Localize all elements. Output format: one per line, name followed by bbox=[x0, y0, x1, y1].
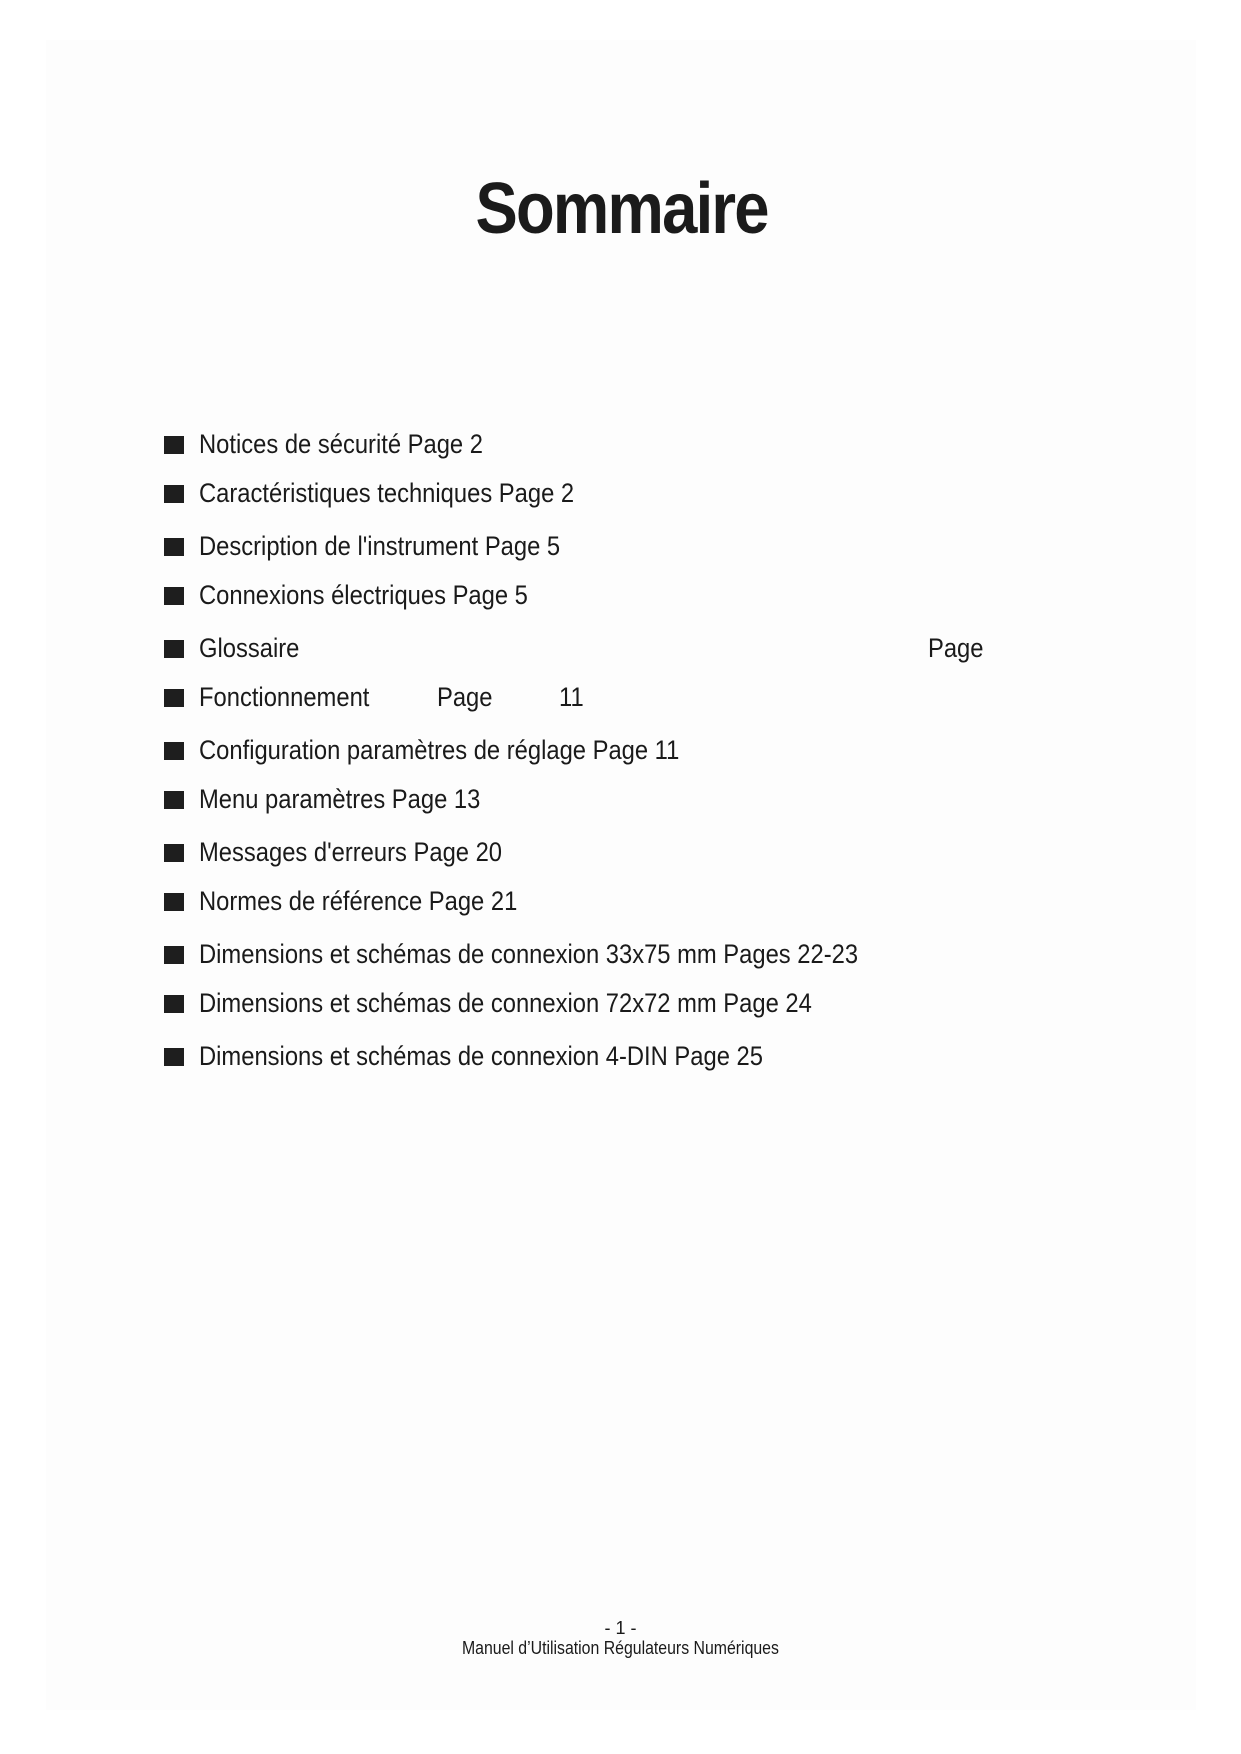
toc-item-dimensions-72x72 bbox=[164, 986, 1044, 1020]
toc-item-label: Dimensions et schémas de connexion 72x72 mm Page 24 bbox=[199, 988, 812, 1018]
toc-item-dimensions-4din bbox=[164, 1039, 1044, 1073]
toc-item-notices bbox=[164, 427, 1044, 461]
toc-item-page-word: Page bbox=[437, 682, 493, 712]
toc-item-label: Connexions électriques Page 5 bbox=[199, 580, 528, 610]
square-bullet-icon bbox=[164, 893, 184, 911]
square-bullet-icon bbox=[164, 689, 184, 707]
toc-item-label: Dimensions et schémas de connexion 4-DIN Page 25 bbox=[199, 1041, 763, 1071]
square-bullet-icon bbox=[164, 485, 184, 503]
toc-item-label: Caractéristiques techniques Page 2 bbox=[199, 478, 575, 508]
toc-item-caracteristiques bbox=[164, 476, 1044, 510]
toc-item-normes bbox=[164, 884, 1044, 918]
footer-page-number: - 1 - bbox=[604, 1618, 637, 1638]
square-bullet-icon bbox=[164, 946, 184, 964]
toc-item-glossaire bbox=[164, 631, 1044, 665]
square-bullet-icon bbox=[164, 1048, 184, 1066]
toc-item-dimensions-33x75 bbox=[164, 937, 1044, 971]
toc-item-label: Fonctionnement bbox=[199, 682, 370, 712]
footer-document-title: Manuel d’Utilisation Régulateurs Numériques bbox=[461, 1638, 779, 1658]
toc-item-label: Notices de sécurité Page 2 bbox=[199, 429, 483, 459]
toc-item-page-number: 11 bbox=[559, 682, 584, 712]
toc-item-label: Messages d'erreurs Page 20 bbox=[199, 837, 503, 867]
square-bullet-icon bbox=[164, 436, 184, 454]
page-title: Sommaire bbox=[475, 169, 768, 250]
toc-item-fonctionnement bbox=[164, 680, 1044, 714]
toc-item-menu bbox=[164, 782, 1044, 816]
square-bullet-icon bbox=[164, 587, 184, 605]
square-bullet-icon bbox=[164, 742, 184, 760]
toc-item-label: Dimensions et schémas de connexion 33x75 mm Pages 22-23 bbox=[199, 939, 859, 969]
square-bullet-icon bbox=[164, 844, 184, 862]
toc-item-label: Description de l'instrument Page 5 bbox=[199, 531, 561, 561]
toc-item-configuration bbox=[164, 733, 1044, 767]
toc-item-label: Glossaire bbox=[199, 633, 300, 663]
toc-item-page-word: Page bbox=[928, 633, 984, 663]
square-bullet-icon bbox=[164, 640, 184, 658]
toc-item-label: Configuration paramètres de réglage Page 11 bbox=[199, 735, 680, 765]
square-bullet-icon bbox=[164, 995, 184, 1013]
square-bullet-icon bbox=[164, 791, 184, 809]
toc-item-label: Menu paramètres Page 13 bbox=[199, 784, 481, 814]
square-bullet-icon bbox=[164, 538, 184, 556]
toc-item-description bbox=[164, 529, 1044, 563]
table-of-contents bbox=[164, 0, 1044, 1754]
toc-item-messages bbox=[164, 835, 1044, 869]
toc-item-connexions bbox=[164, 578, 1044, 612]
toc-item-label: Normes de référence Page 21 bbox=[199, 886, 518, 916]
